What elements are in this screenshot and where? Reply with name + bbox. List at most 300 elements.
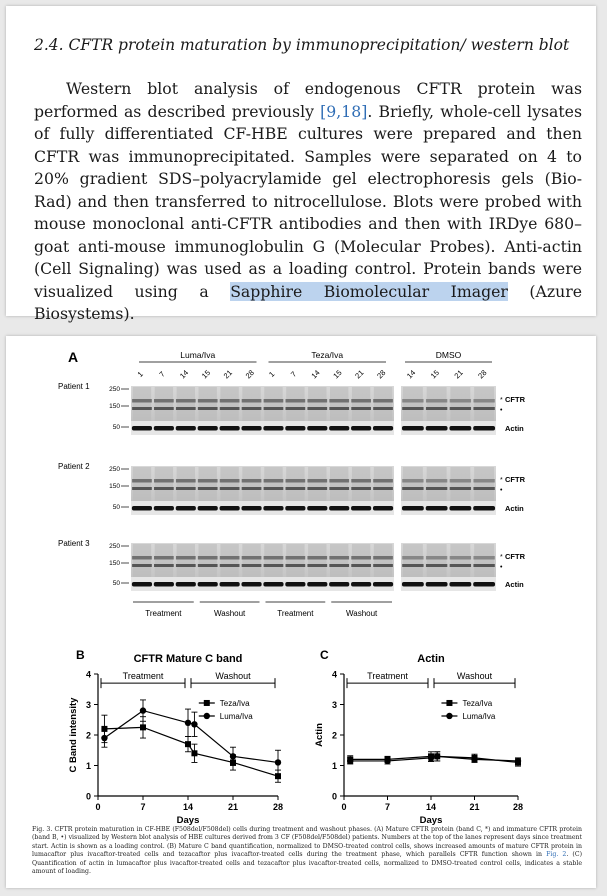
data-point-circle [384,758,390,764]
mw-marker: 150 [109,560,120,567]
lane-number: 15 [199,368,213,381]
lane-streak [374,467,392,501]
lane-streak [177,544,195,578]
band-c [307,479,327,483]
lane-streak [330,544,348,578]
actin-band [351,506,371,511]
actin-band [263,506,283,511]
lane-streak [220,544,238,578]
band-b [176,564,196,567]
lane-streak [155,544,173,578]
band-c [264,479,284,483]
actin-band [307,426,327,431]
lane-streak [330,387,348,421]
lane-streak [474,387,494,421]
band-c [450,556,471,560]
band-c [242,479,262,483]
actin-band [473,506,495,511]
y-tick-label: 0 [85,791,91,802]
x-tick-label: 7 [140,802,146,812]
band-c [198,556,218,560]
actin-band [285,582,305,587]
band-c [426,556,447,560]
band-c [132,479,152,483]
band-c [473,399,494,403]
lane-streak [286,387,304,421]
x-tick-label: 21 [469,802,480,812]
actin-band [176,582,196,587]
actin-band [449,582,471,587]
data-point-circle [428,755,434,761]
band-b [329,487,349,490]
band-c [373,399,393,403]
band-b [198,407,218,410]
y-axis-label: Actin [314,723,325,747]
legend-marker-square [446,700,452,706]
band-b [176,407,196,410]
band-c [154,556,174,560]
data-point-circle [140,707,146,713]
lane-streak [199,544,217,578]
band-c [402,479,423,483]
lane-streak [242,544,260,578]
data-point-circle [471,756,477,762]
data-point-circle [515,758,521,764]
actin-band [220,582,240,587]
panel-label: C [320,648,329,662]
band-b [351,487,371,490]
x-axis-label: Days [176,815,200,826]
actin-band [220,506,240,511]
actin-band-label: Actin [505,580,524,589]
mw-marker: 150 [109,483,120,490]
band-c [264,556,284,560]
cftr-band-label: CFTR [505,475,525,484]
x-tick-label: 14 [425,802,437,812]
figure-3 [6,336,596,888]
y-tick-label: 2 [331,730,337,741]
phase-label: Treatment [367,671,408,682]
figure-caption [32,826,582,876]
band-c [220,399,240,403]
lane-streak [155,387,173,421]
band-c [329,399,349,403]
lane-number: 15 [428,368,441,381]
band-c-marker: * [500,397,503,404]
actin-band [176,506,196,511]
band-b [154,407,174,410]
lane-streak [352,387,370,421]
actin-band [373,506,393,511]
figure-card [6,336,596,888]
band-b [402,564,423,567]
band-c [154,479,174,483]
band-c [402,556,423,560]
lane-streak [330,467,348,501]
band-c [307,556,327,560]
lane-number: 14 [309,368,322,381]
band-b [307,487,327,490]
band-c [329,556,349,560]
legend-marker-circle [446,713,452,719]
patient-label: Patient 1 [58,382,90,391]
group-label: DMSO [435,350,462,360]
band-b [132,564,152,567]
band-c [176,479,196,483]
actin-band [198,506,218,511]
band-b [373,564,393,567]
lane-streak [427,544,447,578]
group-label: Teza/Iva [311,350,344,360]
band-c [426,479,447,483]
band-c [351,479,371,483]
phase-label: Washout [213,609,246,618]
band-b [264,487,284,490]
band-b [286,487,306,490]
band-b [286,407,306,410]
band-b [426,487,447,490]
y-tick-label: 3 [331,700,337,710]
x-tick-label: 0 [341,802,347,812]
legend-marker-square [204,700,210,706]
band-c [198,399,218,403]
section-title: 2.4. CFTR protein maturation by immunoprecipitation/ western blot [34,36,570,54]
panel-a-label: A [68,349,79,365]
actin-band-label: Actin [505,504,524,513]
actin-band [241,506,261,511]
legend-label: Teza/Iva [462,698,493,708]
lane-number: 21 [353,368,366,381]
actin-band [132,506,152,511]
x-tick-label: 7 [384,802,391,812]
actin-band [198,426,218,431]
band-c [242,399,262,403]
lane-streak [308,387,326,421]
mw-marker: 150 [109,403,120,410]
band-c [154,399,174,403]
lane-streak [220,387,238,421]
phase-label: Treatment [277,609,314,618]
cftr-band-label: CFTR [505,395,525,404]
band-b [351,407,371,410]
data-point-circle [191,721,197,727]
band-c [373,556,393,560]
lane-streak [308,544,326,578]
lane-number: 28 [375,368,388,381]
actin-band [329,582,349,587]
lane-streak [374,544,392,578]
actin-band [285,506,305,511]
band-c [473,556,494,560]
actin-band [449,506,471,511]
x-tick-label: 21 [227,802,239,812]
actin-band [329,506,349,511]
lane-streak [264,387,282,421]
actin-band [307,506,327,511]
actin-band [426,582,448,587]
lane-streak [374,387,392,421]
band-b [373,487,393,490]
patient-label: Patient 3 [58,539,90,548]
y-axis-label: C Band intensity [68,697,79,773]
caption-text-1: Fig. 3. CFTR protein maturation in CF-HBE (F508del/F508del) cells during treatment and washout phases. (A) Mature CFTR protein (band C, *) and immature CFTR protein (band B, •) visualized by Western blot analysis of HBE cultures derived from 3 CF (F508del/F508del) patients. Numbers at the top of the lanes represent days since treatment start. Actin is shown as a loading control. (B) Mature C band quantification, normalized to DMSO-treated control cells, shows increased amounts of mature CFTR protein in lumacaftor plus ivacaftor-treated cells and tezacaftor plus ivacaftor-treated cells during the treatment phase, which parallels CFTR function shown in [32,826,582,859]
lane-streak [177,387,195,421]
lane-number: 28 [476,368,489,381]
x-tick-label: 0 [95,802,101,812]
data-point-circle [275,759,281,765]
lane-streak [450,387,470,421]
band-b [307,564,327,567]
band-b-marker: • [500,407,503,414]
actin-band [351,582,371,587]
highlighted-text[interactable]: Sapphire Biomolecular Imager [230,281,508,301]
band-b [450,487,471,490]
actin-band [220,426,240,431]
lane-streak [308,467,326,501]
lane-streak [133,387,151,421]
band-b [154,487,174,490]
cftr-c-band-chart [68,648,283,826]
legend-label: Teza/Iva [219,698,250,708]
band-b [198,487,218,490]
band-c [351,399,371,403]
lane-number: 28 [243,368,256,381]
actin-band [373,426,393,431]
band-b [132,487,152,490]
body-paragraph [34,78,582,326]
x-tick-label: 28 [272,802,284,812]
chart-title: CFTR Mature C band [133,653,243,665]
actin-band [373,582,393,587]
mw-marker: 50 [112,580,120,587]
band-b [242,564,262,567]
lane-streak [220,467,238,501]
mw-marker: 250 [109,466,120,473]
phase-label: Washout [215,671,251,682]
lane-streak [264,544,282,578]
band-c [176,399,196,403]
band-c [450,479,471,483]
actin-band [263,582,283,587]
band-c [286,479,306,483]
band-c [264,399,284,403]
band-b [473,564,494,567]
band-b [132,407,152,410]
lane-streak [403,387,423,421]
lane-streak [286,544,304,578]
lane-streak [403,544,423,578]
y-tick-label: 4 [331,669,337,680]
y-tick-label: 3 [85,700,91,710]
lane-number: 7 [157,369,167,379]
lane-streak [474,544,494,578]
data-point-circle [230,753,236,759]
lane-streak [450,467,470,501]
lane-streak [352,544,370,578]
caption-figure-link[interactable]: Fig. 2 [546,851,567,859]
lane-streak [199,467,217,501]
lane-streak [427,467,447,501]
band-b [373,407,393,410]
actin-band [351,426,371,431]
band-b [176,487,196,490]
band-b [242,407,262,410]
band-b [473,487,494,490]
band-c [286,399,306,403]
data-point-circle [185,720,191,726]
actin-band [402,582,424,587]
actin-band [198,582,218,587]
band-b [307,407,327,410]
band-c [132,556,152,560]
band-c [220,479,240,483]
data-point-square [191,750,197,756]
data-point-circle [101,735,107,741]
band-c-marker: * [500,554,503,561]
lane-streak [352,467,370,501]
band-b [264,407,284,410]
actin-band [426,506,448,511]
text-card [6,6,596,323]
band-b [473,407,494,410]
band-c [351,556,371,560]
band-b [351,564,371,567]
actin-band [132,426,152,431]
actin-band [154,506,174,511]
data-point-circle [347,758,353,764]
phase-label: Treatment [145,609,182,618]
lane-streak [242,467,260,501]
actin-band [402,506,424,511]
actin-band [285,426,305,431]
lane-streak [199,387,217,421]
actin-band [473,426,495,431]
lane-streak [155,467,173,501]
lane-number: 15 [331,368,344,381]
cftr-band-label: CFTR [505,552,525,561]
y-tick-label: 1 [331,761,337,771]
actin-band [176,426,196,431]
band-c-marker: * [500,477,503,484]
lane-number: 7 [288,369,299,379]
band-c [132,399,152,403]
band-c [329,479,349,483]
lane-streak [133,467,151,501]
band-b [220,407,240,410]
phase-label: Washout [456,671,493,682]
band-c [373,479,393,483]
patient-label: Patient 2 [58,462,90,471]
actin-band [402,426,424,431]
data-point-square [140,724,146,730]
lane-number: 14 [177,368,191,381]
band-b-marker: • [500,564,503,571]
western-blot-panel [58,349,526,618]
phase-label: Washout [345,609,378,618]
band-c [426,399,447,403]
legend-marker-circle [204,713,210,719]
band-b [450,564,471,567]
band-b [329,407,349,410]
series-line [104,727,278,776]
band-b [329,564,349,567]
data-point-square [185,741,191,747]
lane-streak [403,467,423,501]
actin-band [241,426,261,431]
lane-number: 21 [452,368,465,381]
data-point-circle [434,753,440,759]
actin-band [449,426,471,431]
body-text-2: . Briefly, whole-cell lysates of fully differentiated CF-HBE cultures were prepared and then CFTR was immunoprecipitated. Samples were separated on 4 to 20% gradient SDS–polyacrylamide gel electrophoresis gels (Bio-Rad) and then transferred to nitrocellulose. Blots were probed with mouse monoclonal anti-CFTR antibodies and then with IRDye 680–goat anti-mouse immunoglobulin G (Molecular Probes). Anti-actin (Cell Signaling) was used as a loading control. Protein bands were visualized using a [34,101,583,301]
band-b [426,564,447,567]
lane-streak [242,387,260,421]
lane-number: 1 [267,369,277,379]
actin-band [154,582,174,587]
x-tick-label: 28 [512,802,524,812]
band-b [220,487,240,490]
actin-chart [314,648,523,826]
band-b [264,564,284,567]
actin-band [329,426,349,431]
y-tick-label: 1 [85,761,91,771]
band-b [426,407,447,410]
lane-streak [286,467,304,501]
mw-marker: 250 [109,386,120,393]
x-tick-label: 14 [182,802,194,812]
panel-label: B [76,648,85,662]
y-tick-label: 0 [331,791,337,802]
caption-text-2: . (C) Quantification of actin in lumacaftor plus ivacaftor-treated cells and tezacaftor plus ivacaftor-treated cells, normalized to DMSO-treated control cells, indicates a stable amount of loading. [32,851,582,876]
lane-streak [133,544,151,578]
actin-band [263,426,283,431]
band-c [286,556,306,560]
band-b [198,564,218,567]
band-b [286,564,306,567]
band-c [450,399,471,403]
chart-title: Actin [417,653,445,665]
lane-streak [427,387,447,421]
group-label: Luma/Iva [180,350,216,360]
legend-label: Luma/Iva [462,711,496,721]
actin-band [241,582,261,587]
actin-band [473,582,495,587]
band-b-marker: • [500,487,503,494]
band-c [402,399,423,403]
lane-number: 1 [135,369,145,379]
actin-band [307,582,327,587]
section-body [34,78,582,326]
band-b [220,564,240,567]
band-b [154,564,174,567]
band-b [402,487,423,490]
lane-number: 21 [221,368,234,381]
actin-band-label: Actin [505,424,524,433]
actin-band [154,426,174,431]
band-c [176,556,196,560]
body-text-1: Western blot analysis of endogenous CFTR protein was performed as described previously [34,79,582,121]
mw-marker: 50 [112,424,120,431]
actin-band [132,582,152,587]
mw-marker: 50 [112,504,120,511]
lane-streak [474,467,494,501]
reference-link[interactable]: [9,18] [320,101,368,121]
lane-streak [450,544,470,578]
lane-streak [264,467,282,501]
band-c [242,556,262,560]
lane-number: 14 [404,368,418,381]
actin-band [426,426,448,431]
band-c [220,556,240,560]
